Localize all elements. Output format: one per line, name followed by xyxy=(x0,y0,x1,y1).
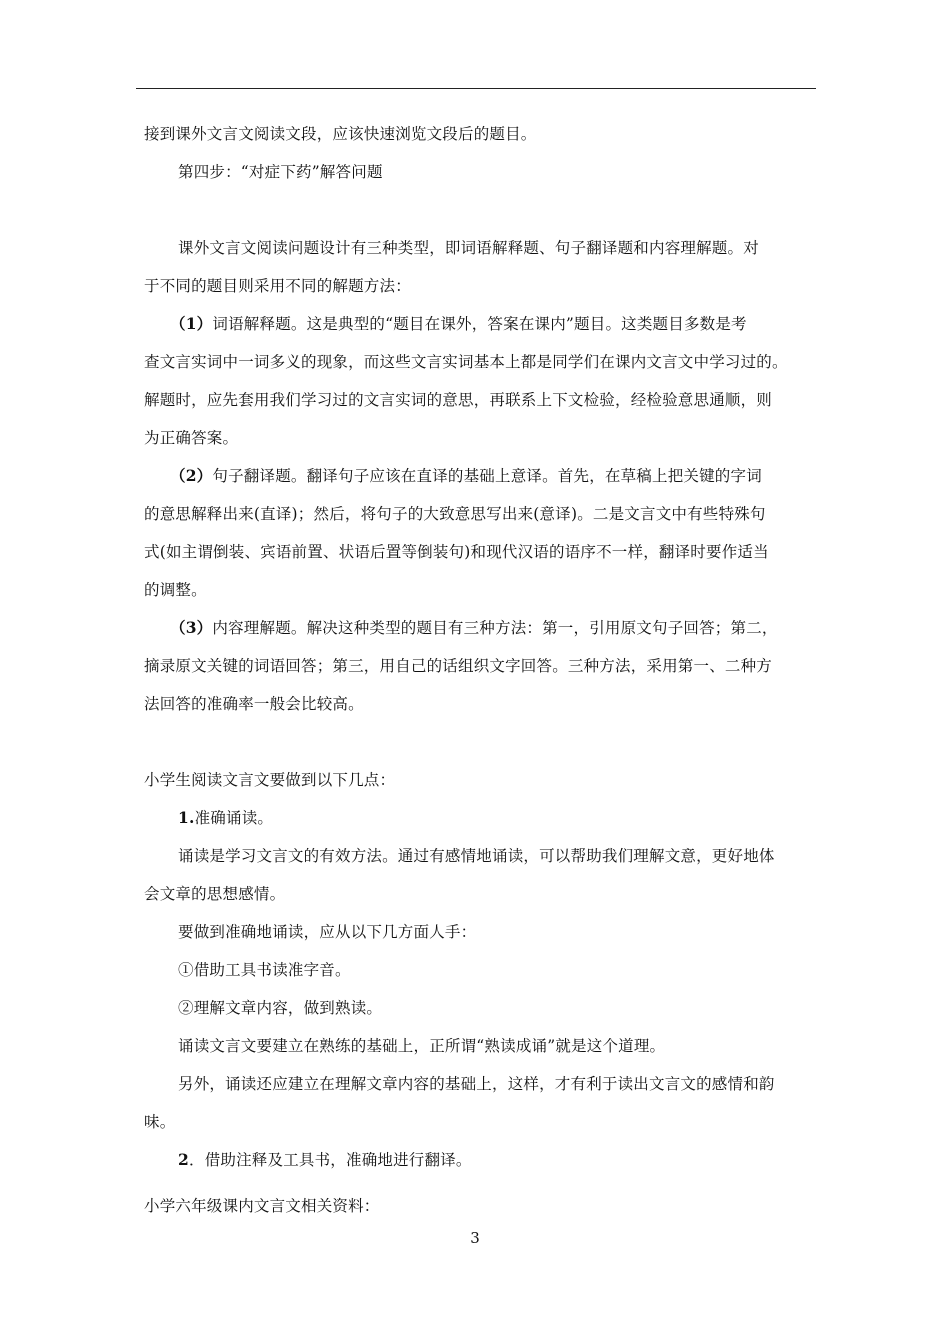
section-heading: 小学六年级课内文言文相关资料： xyxy=(144,1197,380,1215)
text-line: 为正确答案。 xyxy=(144,429,239,447)
numbered-point xyxy=(178,1150,472,1170)
text-line: 式(如主谓倒装、宾语前置、状语后置等倒装句)和现代汉语的语序不一样，翻译时要作适当 xyxy=(144,543,769,561)
text-line: 另外，诵读还应建立在理解文章内容的基础上，这样，才有利于读出文言文的感情和韵 xyxy=(178,1075,775,1093)
item-text: 准确诵读。 xyxy=(194,809,274,827)
item-text: 内容理解题。解决这种类型的题目有三种方法：第一，引用原文句子回答；第二， xyxy=(212,619,778,637)
text-line: 接到课外文言文阅读文段，应该快速浏览文段后的题目。 xyxy=(144,125,537,143)
section-heading: 第四步：“对症下药”解答问题 xyxy=(178,163,383,181)
item-number: 2 xyxy=(178,1150,189,1169)
item-text: 句子翻译题。翻译句子应该在直译的基础上意译。首先，在草稿上把关键的字词 xyxy=(212,467,762,485)
numbered-paragraph-start xyxy=(170,314,747,334)
text-line: 于不同的题目则采用不同的解题方法： xyxy=(144,277,411,295)
numbered-paragraph-start xyxy=(170,618,778,638)
page-number: 3 xyxy=(470,1229,480,1247)
item-text: 词语解释题。这是典型的“题目在课外，答案在课内”题目。这类题目多数是考 xyxy=(212,315,747,333)
text-line: 解题时，应先套用我们学习过的文言实词的意思，再联系上下文检验，经检验意思通顺，则 xyxy=(144,391,773,409)
item-number: （3） xyxy=(170,618,213,637)
text-line: 味。 xyxy=(144,1113,176,1131)
text-line: 诵读文言文要建立在熟练的基础上，正所谓“熟读成诵”就是这个道理。 xyxy=(178,1037,666,1055)
text-line: 要做到准确地诵读，应从以下几方面人手： xyxy=(178,923,477,941)
text-line: 的意思解释出来(直译)；然后，将句子的大致意思写出来(意译)。二是文言文中有些特殊句 xyxy=(144,505,766,523)
section-heading: 小学生阅读文言文要做到以下几点： xyxy=(144,771,396,789)
text-line: 摘录原文关键的词语回答；第三，用自己的话组织文字回答。三种方法，采用第一、二种方 xyxy=(144,657,773,675)
text-line: 会文章的思想感情。 xyxy=(144,885,286,903)
text-line: 诵读是学习文言文的有效方法。通过有感情地诵读，可以帮助我们理解文意，更好地体 xyxy=(178,847,775,865)
text-line: 课外文言文阅读问题设计有三种类型，即词语解释题、句子翻译题和内容理解题。对 xyxy=(178,239,759,257)
item-text: ．借助注释及工具书，准确地进行翻译。 xyxy=(189,1151,472,1169)
item-number: 1. xyxy=(178,808,195,827)
list-item: ②理解文章内容，做到熟读。 xyxy=(178,999,383,1017)
numbered-point xyxy=(178,808,273,828)
item-number: （2） xyxy=(170,466,213,485)
header-rule xyxy=(136,88,816,89)
list-item: ①借助工具书读准字音。 xyxy=(178,961,351,979)
item-number: （1） xyxy=(170,314,213,333)
text-line: 法回答的准确率一般会比较高。 xyxy=(144,695,364,713)
numbered-paragraph-start xyxy=(170,466,762,486)
text-line: 查文言实词中一词多义的现象，而这些文言实词基本上都是同学们在课内文言文中学习过的。 xyxy=(144,353,788,371)
text-line: 的调整。 xyxy=(144,581,207,599)
